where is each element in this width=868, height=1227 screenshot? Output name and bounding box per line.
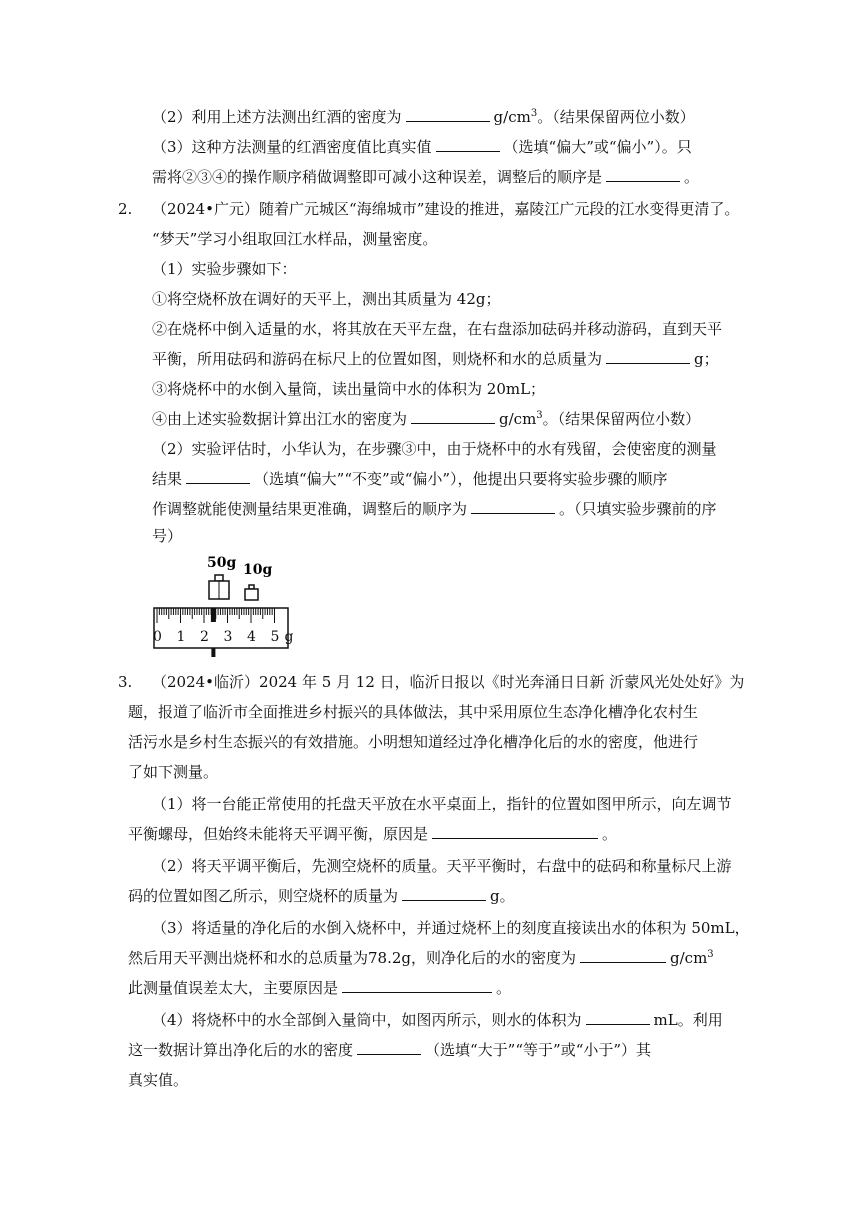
q2-step4-unit-sup: 3 [536, 410, 543, 421]
q2-line1: （2024•广元）随着广元城区“海绵城市”建设的推进，嘉陵江广元段的江水变得更清了。 [152, 200, 740, 218]
q3-p3-blank[interactable] [580, 948, 666, 963]
q3-line1: （2024•临沂）2024 年 5 月 12 日，临沂日报以《时光奔涌日日新 沂蒙风光处处好》为 [152, 673, 745, 691]
q3-p4-line2 [128, 1040, 651, 1060]
q2-line2: “梦天”学习小组取回江水样品，测量密度。 [152, 230, 438, 248]
q3-p1-text: 平衡螺母，但始终未能将天平调平衡，原因是 [128, 825, 429, 843]
q1-part3-options: （选填“偏大”或“偏小”）。只 [503, 138, 692, 156]
q1-part2-unit-sup: 3 [530, 108, 538, 119]
weight-50g-icon [209, 575, 229, 599]
q2-step2-line2 [152, 349, 719, 369]
q3-p3-reason-end: 。 [496, 979, 512, 997]
q2-number: 2. [118, 200, 133, 218]
q1-part3-order-text: 需将②③④的操作顺序稍做调整即可减小这种误差，调整后的顺序是 [152, 168, 603, 186]
q3-p4-compare-blank[interactable] [357, 1040, 421, 1055]
balance-scale-figure [150, 550, 292, 660]
q3-p2-line1: （2）将天平调平衡后，先测空烧杯的质量。天平平衡时，右盘中的砝码和称量标尺上游 [152, 857, 732, 875]
q3-p4-text: （4）将烧杯中的水全部倒入量筒中，如图丙所示，则水的体积为 [152, 1011, 582, 1029]
q3-number: 3. [118, 673, 133, 691]
q2-part2-order-note: 。（只填实验步骤前的序 [559, 500, 717, 518]
q1-part2-note: 。（结果保留两位小数） [537, 108, 695, 126]
q2-step2-unit: g； [694, 350, 719, 368]
q1-part2-line [152, 107, 695, 127]
q3-p4-compare-text: 这一数据计算出净化后的水的密度 [128, 1041, 354, 1059]
q2-step4-note: 。（结果保留两位小数） [542, 410, 701, 428]
q3-p3-unit: g/cm [670, 949, 708, 967]
q1-part3-line2 [152, 167, 699, 187]
q2-part2-line2 [152, 469, 668, 489]
q3-p3-text: 然后用天平测出烧杯和水的总质量为78.2g，则净化后的水的密度为 [128, 949, 577, 967]
q3-p2-unit: g。 [490, 887, 515, 905]
q3-p3-unit-sup: 3 [707, 949, 714, 960]
q2-part2-order-text: 作调整就能使测量结果更准确，调整后的顺序为 [152, 500, 468, 518]
q1-part3-order-blank[interactable] [606, 167, 680, 182]
q3-p2-text: 码的位置如图乙所示，则空烧杯的质量为 [128, 887, 399, 905]
q2-step2-line1: ②在烧杯中倒入适量的水，将其放在天平左盘，在右盘添加砝码并移动游码，直到天平 [152, 320, 723, 338]
scale-label: g [284, 629, 294, 645]
q3-p2-line2 [128, 886, 515, 906]
q2-step1: ①将空烧杯放在调好的天平上，测出其质量为 42g； [152, 290, 501, 308]
q1-part2-blank[interactable] [406, 107, 490, 122]
rider-scale [153, 608, 294, 657]
q3-p4-unit: mL。利用 [653, 1011, 723, 1029]
q3-p4-blank[interactable] [586, 1010, 650, 1025]
scale-label: 2 [200, 629, 209, 645]
q3-p3-line2 [128, 948, 714, 968]
q2-step4-text: ④由上述实验数据计算出江水的密度为 [152, 410, 408, 428]
q2-part2-options: （选填“偏大”“不变”或“偏小”），他提出只要将实验步骤的顺序 [254, 470, 668, 488]
q2-part2-text: 结果 [152, 470, 183, 488]
q3-p2-blank[interactable] [402, 886, 486, 901]
q2-step3: ③将烧杯中的水倒入量筒，读出量筒中水的体积为 20mL； [152, 380, 546, 398]
q3-p4-options: （选填“大于”“等于”或“小于”）其 [425, 1041, 652, 1059]
q3-p1-line1: （1）将一台能正常使用的托盘天平放在水平桌面上，指针的位置如图甲所示，向左调节 [152, 795, 732, 813]
scale-label: 1 [176, 629, 186, 645]
q1-part3-order-end: 。 [684, 168, 700, 186]
q1-part3-blank[interactable] [436, 137, 500, 152]
q1-part2-text: （2）利用上述方法测出红酒的密度为 [152, 108, 402, 126]
q1-part2-unit: g/cm [493, 108, 531, 126]
q3-line3: 活污水是乡村生态振兴的有效措施。小明想知道经过净化槽净化后的水的密度，他进行 [128, 733, 699, 751]
q2-line3: （1）实验步骤如下： [152, 260, 297, 278]
q1-part3-line1 [152, 137, 692, 157]
scale-label: 0 [153, 629, 162, 645]
q3-p3-line3 [128, 978, 511, 998]
q2-part2-order-blank[interactable] [471, 499, 555, 514]
scale-label: 5 [270, 629, 280, 645]
q2-part2-blank[interactable] [186, 469, 250, 484]
q3-p4-line3: 真实值。 [128, 1071, 189, 1089]
q2-step4 [152, 409, 700, 429]
q3-p3-reason-blank[interactable] [342, 978, 492, 993]
q3-line2: 题，报道了临沂市全面推进乡村振兴的具体做法，其中采用原位生态净化槽净化农村生 [128, 703, 699, 721]
weight-10g-label: 10g [243, 562, 273, 578]
q2-step4-blank[interactable] [411, 409, 495, 424]
q3-line4: 了如下测量。 [128, 763, 219, 781]
q3-p1-end: 。 [602, 825, 618, 843]
q3-p1-line2 [128, 824, 617, 844]
weight-10g-icon [245, 585, 258, 600]
q2-part2-line4: 号） [152, 527, 183, 545]
scale-label: 3 [223, 629, 233, 645]
q2-part2-line3 [152, 499, 717, 519]
q2-step4-unit: g/cm [499, 410, 537, 428]
rider-pointer [211, 648, 215, 657]
q3-p3-reason-text: 此测量值误差太大，主要原因是 [128, 979, 339, 997]
scale-label: 4 [247, 629, 256, 645]
q3-p4-line1 [152, 1010, 723, 1030]
q2-step2-blank[interactable] [606, 349, 690, 364]
q3-p3-line1: （3）将适量的净化后的水倒入烧杯中，并通过烧杯上的刻度直接读出水的体积为 50mL， [152, 919, 750, 937]
q2-part2-line1: （2）实验评估时，小华认为，在步骤③中，由于烧杯中的水有残留，会使密度的测量 [152, 440, 717, 458]
q2-step2-text: 平衡，所用砝码和游码在标尺上的位置如图，则烧杯和水的总质量为 [152, 350, 603, 368]
q3-p1-blank[interactable] [432, 824, 598, 839]
q1-part3-text: （3）这种方法测量的红酒密度值比真实值 [152, 138, 432, 156]
rider-marker [211, 608, 216, 622]
weight-50g-label: 50g [207, 555, 237, 571]
